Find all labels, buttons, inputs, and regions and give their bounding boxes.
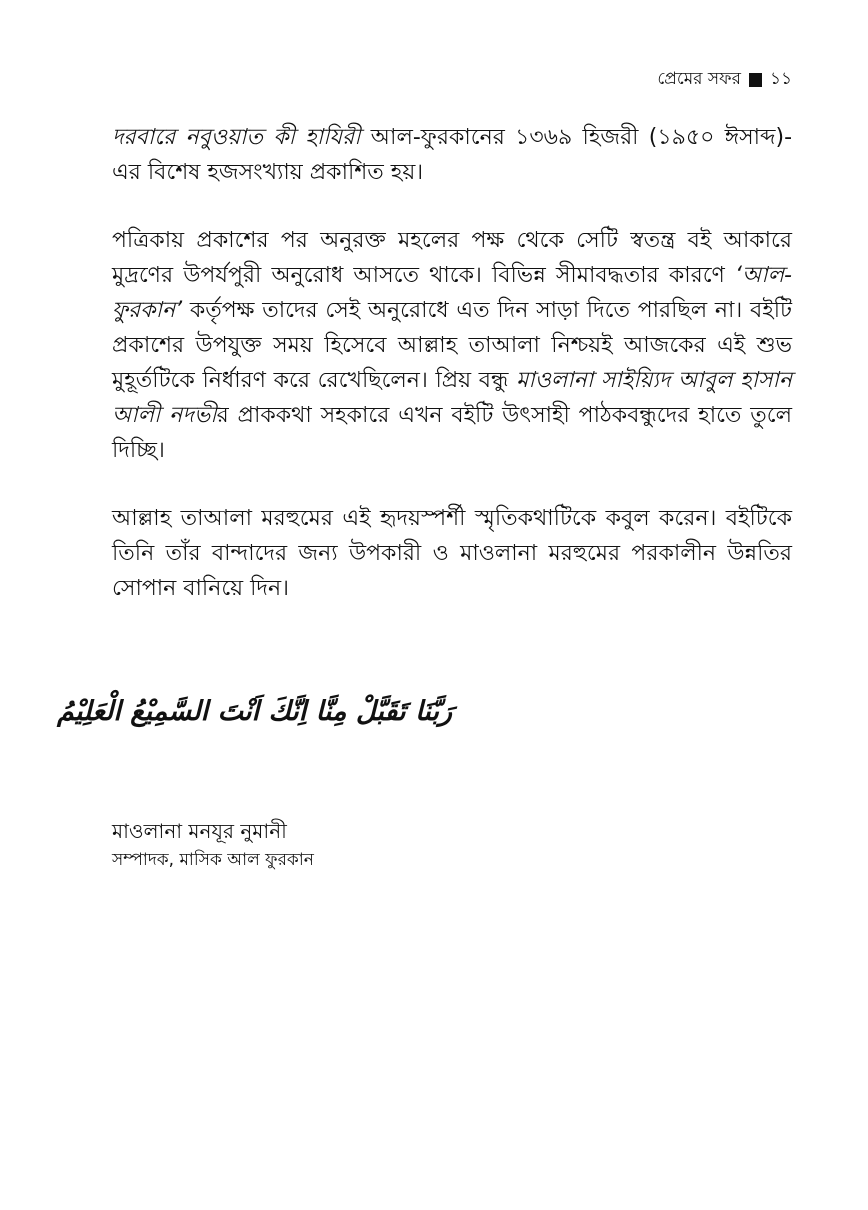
book-title: প্রেমের সফর — [657, 69, 741, 89]
text-run: আল-ফুরকানের ১৩৬৯ হিজরী (১৯৫০ ঈসাব্দ)-এর বিশেষ হজসংখ্যায় প্রকাশিত হয়। — [112, 125, 793, 185]
italic-text: মাওলানা সাইয়্যিদ আবুল হাসান আলী নদভী — [112, 368, 792, 428]
text-run: পত্রিকায় প্রকাশের পর অনুরক্ত মহলের পক্ষ থেকে সেটি স্বতন্ত্র বই আকারে মুদ্রণের উপর্যপুরী অনুরোধ আসতে থাকে। বিভিন্ন সীমাবদ্ধতার কারণে — [112, 228, 792, 288]
text-run: আল্লাহ তাআলা মরহুমের এই হৃদয়স্পর্শী স্মৃতিকথাটিকে কবুল করেন। বইটিকে তিনি তাঁর বান্দাদের জন্য উপকারী ও মাওলানা মরহুমের পরকালীন উন্নতির সোপান বানিয়ে দিন। — [112, 506, 792, 601]
body-text — [112, 120, 792, 639]
paragraph — [112, 120, 792, 190]
text-run: র প্রাককথা সহকারে এখন বইটি উৎসাহী পাঠকবন্ধুদের হাতে তুলে দিচ্ছি। — [112, 403, 792, 463]
italic-text: দরবারে নবুওয়াত কী হাযিরী — [112, 125, 361, 150]
italic-text: ‘আল-ফুরকান’ — [112, 263, 792, 323]
signature-block — [112, 816, 314, 874]
page-number: ১১ — [769, 69, 792, 89]
square-separator-icon — [749, 73, 762, 87]
running-header — [657, 66, 792, 94]
author-title: সম্পাদক, মাসিক আল ফুরকান — [112, 850, 314, 870]
text-run: কর্তৃপক্ষ তাদের সেই অনুরোধে এত দিন সাড়া দিতে পারছিল না। বইটি প্রকাশের উপযুক্ত সময় হিসেবে আল্লাহ তাআলা নিশ্চয়ই আজকের এই শুভ মুহূর্তটিকে নির্ধারণ করে রেখেছিলেন। প্রিয় বন্ধু — [112, 298, 792, 393]
paragraph — [112, 501, 792, 606]
paragraph — [112, 223, 792, 468]
author-name: মাওলানা মনযূর নুমানী — [112, 819, 287, 843]
arabic-prayer: رَبَّنَا تَقَبَّلْ مِنَّا اِنَّكَ اَنْتَ السَّمِيْعُ الْعَلِيْمُ — [57, 696, 452, 727]
